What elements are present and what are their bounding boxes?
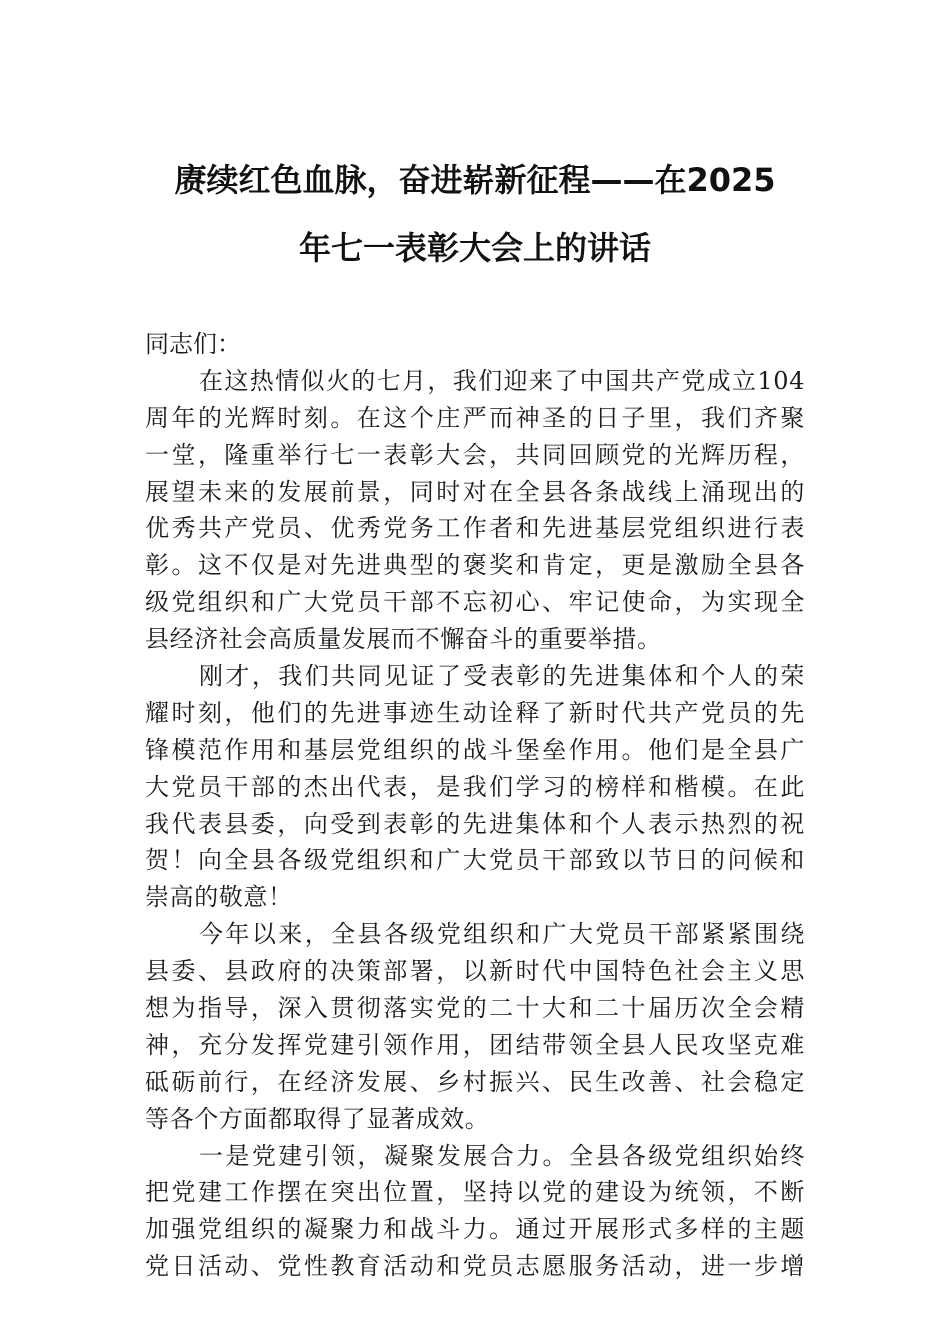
text-line: 加强党组织的凝聚力和战斗力。通过开展形式多样的主题 <box>145 1215 805 1244</box>
text-line: 想为指导，深入贯彻落实党的二十大和二十届历次全会精 <box>145 994 805 1023</box>
document-body <box>145 326 805 1285</box>
text-line: 周年的光辉时刻。在这个庄严而神圣的日子里，我们齐聚 <box>145 403 805 432</box>
text-line: 一是党建引领，凝聚发展合力。全县各级党组织始终 <box>199 1141 805 1170</box>
text-line: 刚才，我们共同见证了受表彰的先进集体和个人的荣 <box>199 662 805 691</box>
salutation: 同志们： <box>145 330 241 358</box>
text-line: 级党组织和广大党员干部不忘初心、牢记使命，为实现全 <box>145 588 805 617</box>
text-line: 县委、县政府的决策部署，以新时代中国特色社会主义思 <box>145 957 805 986</box>
document-title <box>145 160 805 268</box>
title-line-2: 年七一表彰大会上的讲话 <box>298 229 651 267</box>
text-line: 今年以来，全县各级党组织和广大党员干部紧紧围绕 <box>199 920 805 949</box>
text-line: 党日活动、党性教育活动和党员志愿服务活动，进一步增 <box>145 1252 805 1281</box>
text-line: 崇高的敬意！ <box>145 883 293 912</box>
paragraph-4 <box>145 1138 805 1286</box>
text-line: 等各个方面都取得了显著成效。 <box>145 1104 490 1133</box>
title-line-1: 赓续红色血脉，奋进崭新征程——在2025 <box>174 161 776 199</box>
text-line: 县经济社会高质量发展而不懈奋斗的重要举措。 <box>145 625 662 654</box>
paragraph-1 <box>145 363 805 658</box>
text-line: 贺！向全县各级党组织和广大党员干部致以节日的问候和 <box>145 846 805 875</box>
text-line: 神，充分发挥党建引领作用，团结带领全县人民攻坚克难 <box>145 1030 805 1059</box>
text-line: 锋模范作用和基层党组织的战斗堡垒作用。他们是全县广 <box>145 735 805 764</box>
text-line: 一堂，隆重举行七一表彰大会，共同回顾党的光辉历程， <box>145 440 805 469</box>
text-line: 我代表县委，向受到表彰的先进集体和个人表示热烈的祝 <box>145 809 805 838</box>
text-line: 展望未来的发展前景，同时对在全县各条战线上涌现出的 <box>145 477 805 506</box>
text-line: 砥砺前行，在经济发展、乡村振兴、民生改善、社会稳定 <box>145 1067 805 1096</box>
paragraph-3 <box>145 916 805 1137</box>
text-line: 耀时刻，他们的先进事迹生动诠释了新时代共产党员的先 <box>145 698 805 727</box>
text-line: 彰。这不仅是对先进典型的褒奖和肯定，更是激励全县各 <box>145 551 805 580</box>
text-line: 大党员干部的杰出代表，是我们学习的榜样和楷模。在此 <box>145 772 805 801</box>
text-line: 把党建工作摆在突出位置，坚持以党的建设为统领，不断 <box>145 1178 805 1207</box>
text-line: 优秀共产党员、优秀党务工作者和先进基层党组织进行表 <box>145 514 805 543</box>
paragraph-2 <box>145 658 805 916</box>
text-line: 在这热情似火的七月，我们迎来了中国共产党成立104 <box>199 366 805 395</box>
